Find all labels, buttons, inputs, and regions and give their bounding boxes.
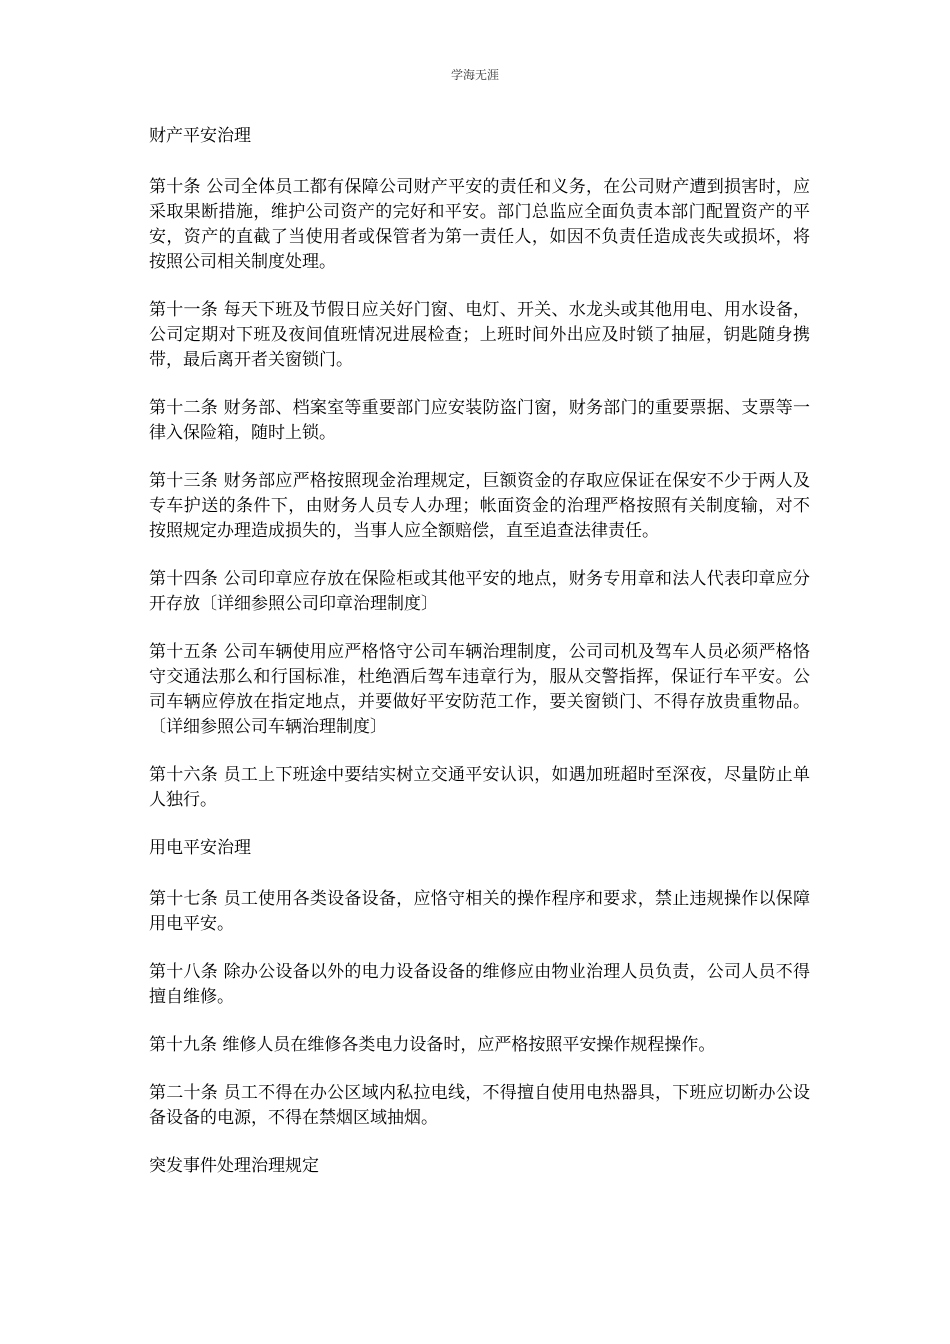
page-header: 学海无涯 (450, 68, 499, 82)
article-19: 第十九条 维修人员在维修各类电力设备时，应严格按照平安操作规程操作。 (149, 1035, 716, 1055)
document-body (145, 124, 810, 1205)
article-14: 第十四条 公司印章应存放在保险柜或其他平安的地点，财务专用章和法人代表印章应分开存放〔详细参照公司印章治理制度〕 (149, 569, 810, 614)
section-heading-property-safety: 财产平安治理 (149, 126, 251, 146)
article-13: 第十三条 财务部应严格按照现金治理规定，巨额资金的存取应保证在保安不少于两人及专车护送的条件下，由财务人员专人办理；帐面资金的治理严格按照有关制度输，对不按照规定办理造成损失的，当事人应全额赔偿，直至追查法律责任。 (149, 471, 810, 541)
article-20: 第二十条 员工不得在办公区域内私拉电线，不得擅自使用电热器具，下班应切断办公设备设备的电源，不得在禁烟区域抽烟。 (149, 1083, 810, 1128)
article-12: 第十二条 财务部、档案室等重要部门应安装防盗门窗，财务部门的重要票据、支票等一律入保险箱，随时上锁。 (149, 398, 810, 443)
article-18: 第十八条 除办公设备以外的电力设备设备的维修应由物业治理人员负责，公司人员不得擅自维修。 (149, 962, 810, 1007)
article-15: 第十五条 公司车辆使用应严格恪守公司车辆治理制度，公司司机及驾车人员必须严格恪守交通法那么和行国标准，杜绝酒后驾车违章行为，服从交警指挥，保证行车平安。公司车辆应停放在指定地点，并要做好平安防范工作，要关窗锁门、不得存放贵重物品。〔详细参照公司车辆治理制度〕 (149, 642, 810, 737)
article-11: 第十一条 每天下班及节假日应关好门窗、电灯、开关、水龙头或其他用电、用水设备，公司定期对下班及夜间值班情况进展检查；上班时间外出应及时锁了抽屉，钥匙随身携带，最后离开者关窗锁门。 (149, 300, 810, 370)
article-16: 第十六条 员工上下班途中要结实树立交通平安认识，如遇加班超时至深夜，尽量防止单人独行。 (149, 765, 810, 810)
article-17: 第十七条 员工使用各类设备设备，应恪守相关的操作程序和要求，禁止违规操作以保障用电平安。 (149, 889, 810, 934)
article-10: 第十条 公司全体员工都有保障公司财产平安的责任和义务，在公司财产遭到损害时，应采取果断措施，维护公司资产的完好和平安。部门总监应全面负责本部门配置资产的平安，资产的直截了当使用者或保管者为第一责任人，如因不负责任造成丧失或损坏，将按照公司相关制度处理。 (149, 177, 810, 272)
section-heading-emergency: 突发事件处理治理规定 (149, 1156, 319, 1176)
section-heading-electrical-safety: 用电平安治理 (149, 838, 251, 858)
